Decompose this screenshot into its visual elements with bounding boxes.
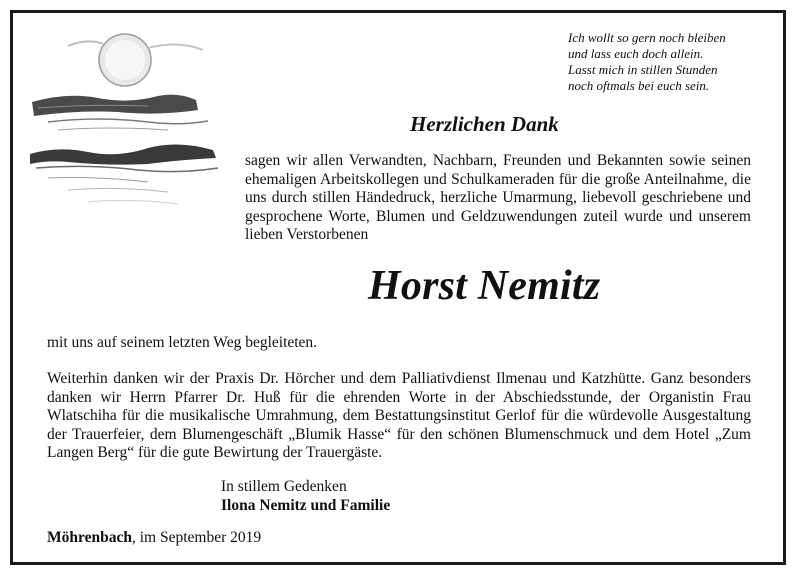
family-signature: Ilona Nemitz und Familie bbox=[221, 497, 391, 514]
closing-line: In stillem Gedenken bbox=[221, 478, 347, 495]
memorial-poem bbox=[568, 30, 778, 94]
thanks-heading: Herzlichen Dank bbox=[410, 112, 559, 136]
intro-paragraph: sagen wir allen Verwandten, Nachbarn, Freunden und Bekannten sowie seinen ehemaligen Arbeitskollegen und Schulkameraden für die große Anteilnahme, die uns durch stillen Händedruck, herzliche Umarmung, liebevoll geschriebene und gesprochene Worte, Blumen und Geldzuwendungen zuteil wurde und unserem lieben Verstorbenen bbox=[245, 152, 751, 244]
sun-over-landscape-icon bbox=[28, 26, 238, 216]
deceased-name: Horst Nemitz bbox=[368, 263, 601, 309]
closing-block bbox=[221, 477, 390, 515]
place-date bbox=[47, 529, 261, 547]
place-name: Möhrenbach bbox=[47, 529, 132, 546]
continuation-line: mit uns auf seinem letzten Weg begleiteten. bbox=[47, 334, 318, 351]
date-text: , im September 2019 bbox=[131, 529, 262, 546]
poem-line: noch oftmals bei euch sein. bbox=[568, 78, 710, 93]
poem-line: Ich wollt so gern noch bleiben bbox=[568, 30, 726, 45]
poem-line: und lass euch doch allein. bbox=[568, 46, 704, 61]
thanks-paragraph: Weiterhin danken wir der Praxis Dr. Hörcher und dem Palliativdienst Ilmenau und Katzhütte. Ganz besonders danken wir Herrn Pfarrer Dr. Huß für die ehrenden Worte in der Abschiedsstunde, der Organistin Frau Wlatschiha für die musikalische Umrahmung, dem Bestattungsinstitut Gerlof für die würdevolle Ausgestaltung der Trauerfeier, dem Blumengeschäft „Blumik Hasse“ für den schönen Blumenschmuck und dem Hotel „Zum Langen Berg“ für die gute Bewirtung der Trauergäste. bbox=[47, 370, 751, 462]
poem-line: Lasst mich in stillen Stunden bbox=[568, 62, 718, 77]
